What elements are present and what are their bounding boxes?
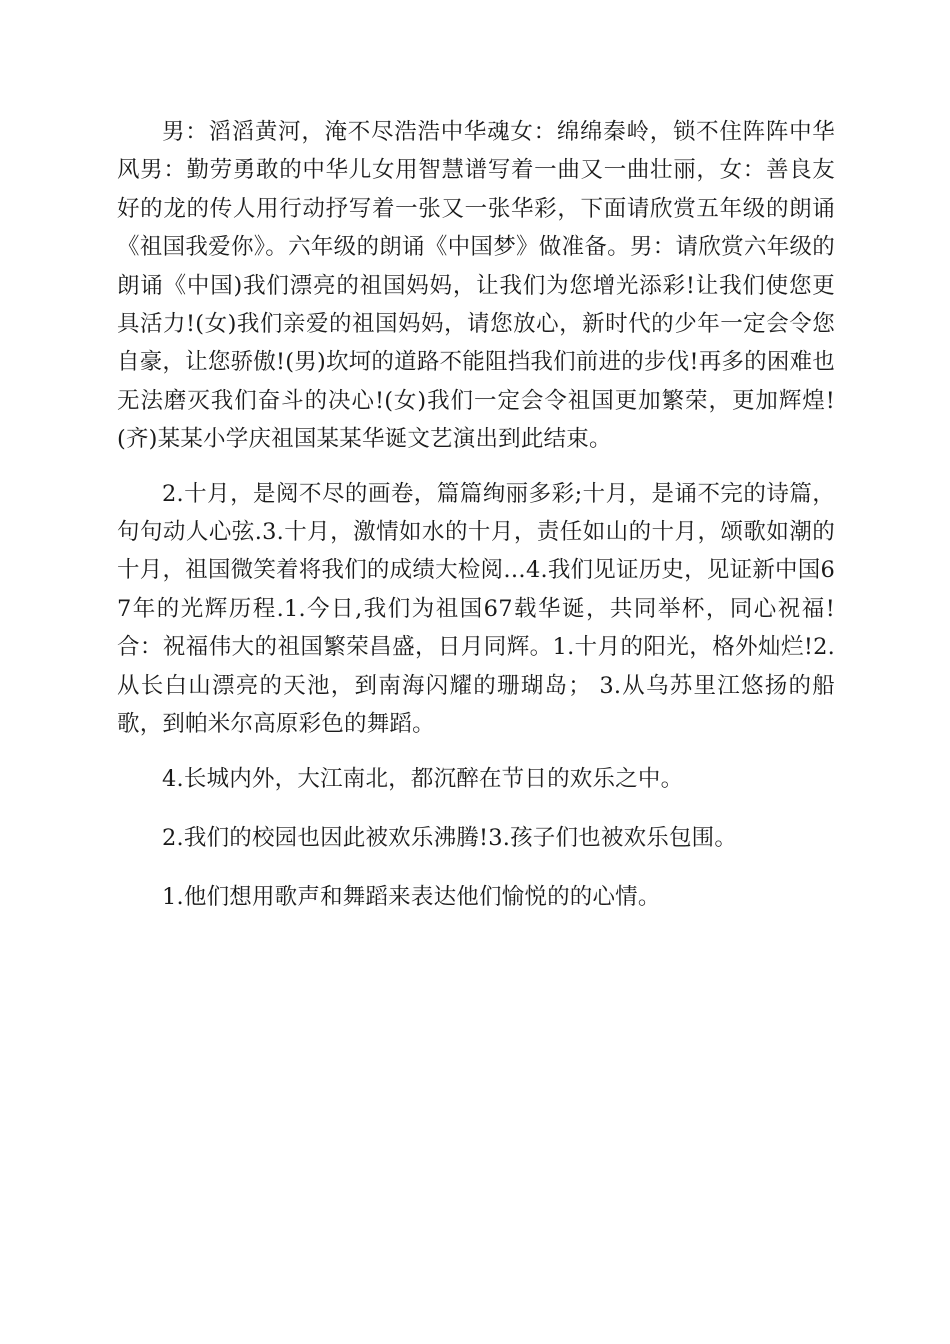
paragraph-4: 2.我们的校园也因此被欢乐沸腾!3.孩子们也被欢乐包围。 [162, 824, 738, 851]
document-body [117, 113, 835, 938]
paragraph-5: 1.他们想用歌声和舞蹈来表达他们愉悦的的心情。 [162, 884, 661, 911]
paragraph-1: 男：滔滔黄河，淹不尽浩浩中华魂女：绵绵秦岭，锁不住阵阵中华风男：勤劳勇敢的中华儿女用智慧谱写着一曲又一曲壮丽，女：善良友好的龙的传人用行动抒写着一张又一张华彩，下面请欣赏五年级的朗诵《祖国我爱你》。六年级的朗诵《中国梦》做准备。男：请欣赏六年级的朗诵《中国)我们漂亮的祖国妈妈，让我们为您增光添彩!让我们使您更具活力!(女)我们亲爱的祖国妈妈，请您放心，新时代的少年一定会令您自豪，让您骄傲!(男)坎坷的道路不能阻挡我们前进的步伐!再多的困难也无法磨灭我们奋斗的决心!(女)我们一定会令祖国更加繁荣，更加辉煌!(齐)某某小学庆祖国某某华诞文艺演出到此结束。 [117, 119, 835, 453]
paragraph-3: 4.长城内外，大江南北，都沉醉在节日的欢乐之中。 [162, 765, 684, 792]
paragraph-2: 2.十月，是阅不尽的画卷，篇篇绚丽多彩;十月，是诵不完的诗篇，句句动人心弦.3.十月，激情如水的十月，责任如山的十月，颂歌如潮的十月，祖国微笑着将我们的成绩大检阅…4.我们见证历史，见证新中国67年的光辉历程.1.今日,我们为祖国67载华诞，共同举杯，同心祝福!合：祝福伟大的祖国繁荣昌盛，日月同辉。1.十月的阳光，格外灿烂!2.从长白山漂亮的天池，到南海闪耀的珊瑚岛； 3.从乌苏里江悠扬的船歌，到帕米尔高原彩色的舞蹈。 [117, 480, 835, 738]
